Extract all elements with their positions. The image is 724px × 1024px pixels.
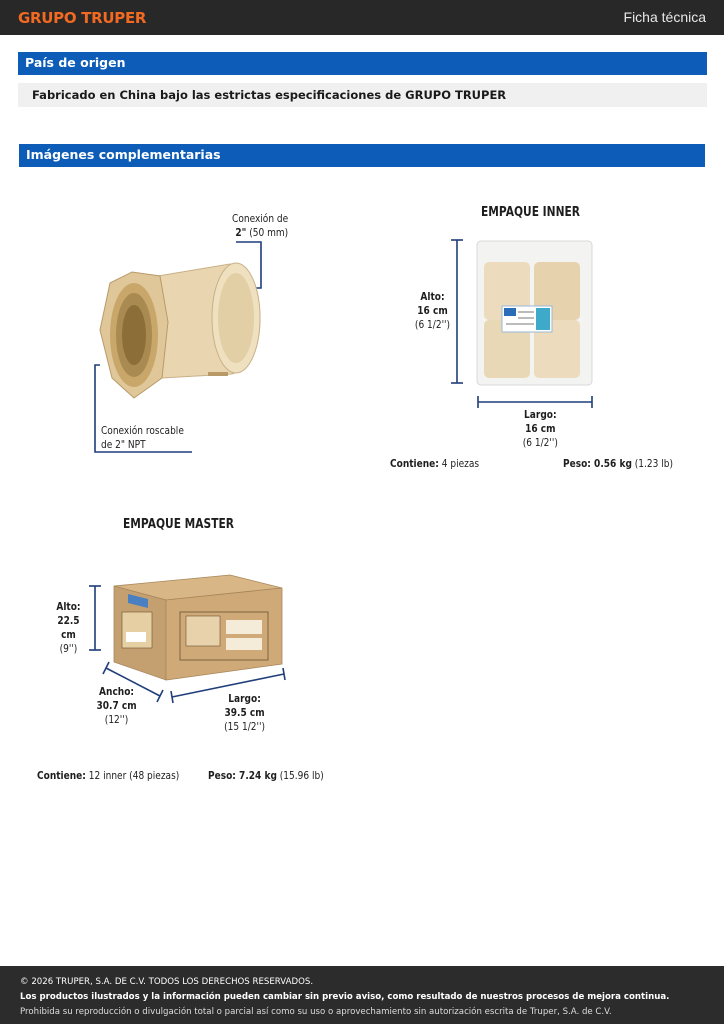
inner-largo-value: 16 cm (525, 422, 556, 435)
master-alto-label (50, 600, 87, 656)
master-largo-inches: (15 1/2'') (224, 720, 265, 733)
threaded-connection-label (101, 424, 184, 452)
inner-alto-label (412, 290, 453, 332)
inner-contents (390, 457, 479, 471)
master-largo-label (222, 692, 267, 734)
master-contents-value: 12 inner (48 piezas) (85, 769, 180, 782)
inner-package-image (440, 232, 610, 412)
master-largo-title: Largo: (228, 692, 261, 705)
inner-weight-label: Peso: (563, 457, 591, 470)
brand-logo: GRUPO TRUPER (18, 9, 147, 27)
socket-size-mm: (50 mm) (246, 226, 289, 239)
master-ancho-label (94, 685, 139, 727)
socket-size: 2" (235, 226, 247, 239)
inner-package-title: EMPAQUE INNER (481, 205, 580, 220)
inner-alto-title: Alto: (420, 290, 445, 303)
master-package-title: EMPAQUE MASTER (123, 517, 234, 532)
inner-contents-label: Contiene: (390, 457, 439, 470)
socket-connection-line1: Conexión de (232, 212, 289, 225)
threaded-connection-line1: Conexión roscable (101, 424, 184, 437)
master-weight-kg: 7.24 kg (235, 769, 277, 782)
master-largo-value: 39.5 cm (224, 706, 265, 719)
master-alto-value: 22.5 cm (57, 614, 80, 641)
master-ancho-title: Ancho: (99, 685, 135, 698)
threaded-connection-line2: de 2" NPT (101, 438, 146, 451)
master-contents-label: Contiene: (37, 769, 86, 782)
master-weight-lb: (15.96 lb) (276, 769, 324, 782)
footer-copyright: © 2026 TRUPER, S.A. DE C.V. TODOS LOS DERECHOS RESERVADOS. (20, 977, 314, 987)
inner-largo-inches: (6 1/2'') (522, 436, 558, 449)
inner-largo-label (519, 408, 562, 450)
inner-weight-kg: 0.56 kg (590, 457, 632, 470)
master-alto-inches: (9'') (59, 642, 78, 655)
socket-connection-line2 (198, 226, 288, 240)
inner-weight (563, 457, 673, 471)
inner-alto-value: 16 cm (417, 304, 448, 317)
footer-disclaimer: Los productos ilustrados y la información pueden cambiar sin previo aviso, como resultado de nuestros procesos de mejora continua. (20, 992, 670, 1002)
master-contents (37, 769, 179, 783)
footer-prohibition: Prohibida su reproducción o divulgación total o parcial así como su uso o aprovechamiento sin autorización escrita de Truper, S.A. de C.V. (20, 1007, 612, 1017)
images-section-title: Imágenes complementarias (19, 144, 705, 167)
inner-largo-title: Largo: (524, 408, 557, 421)
master-weight-label: Peso: (208, 769, 236, 782)
footer (0, 966, 724, 1024)
inner-weight-lb: (1.23 lb) (631, 457, 673, 470)
origin-section-title: País de origen (18, 52, 707, 75)
master-weight (208, 769, 324, 783)
socket-connection-label (198, 212, 288, 240)
inner-alto-inches: (6 1/2'') (414, 318, 451, 331)
inner-contents-value: 4 piezas (438, 457, 480, 470)
top-bar (0, 0, 724, 35)
master-ancho-value: 30.7 cm (96, 699, 137, 712)
master-ancho-inches: (12'') (104, 713, 129, 726)
origin-text: Fabricado en China bajo las estrictas especificaciones de GRUPO TRUPER (18, 83, 707, 107)
document-type: Ficha técnica (623, 9, 706, 25)
master-alto-title: Alto: (56, 600, 81, 613)
